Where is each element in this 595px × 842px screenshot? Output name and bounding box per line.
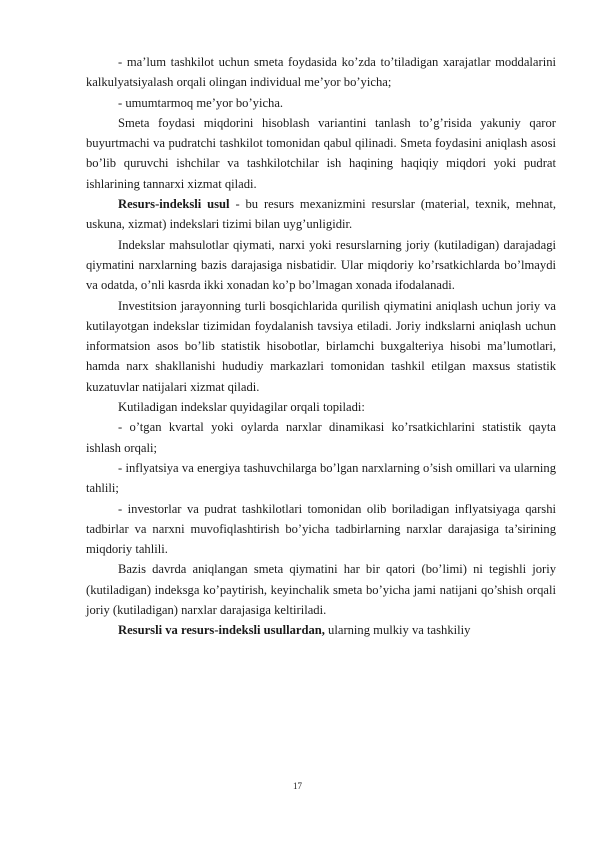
bold-term: Resurs-indeksli usul [118,197,230,212]
paragraph: Smeta foydasi miqdorini hisoblash variantini tanlash to’g’risida yakuniy qaror buyurtmachi va pudratchi tashkilot tomonidan qabul qilinadi. Smeta foydasini aniqlash asosi bo’lib quruvchi ishchilar va tashkilotchilar ish haqining haqiqiy miqdori yoki pudrat ishlarining tannarxi xizmat qiladi. [86,115,556,191]
paragraph: Bazis davrda aniqlangan smeta qiymatini har bir qatori (bo’limi) ni tegishli joriy (kutiladigan) indeksga ko’paytirish, keyinchalik smeta bo’yicha jami natijani qo’shish orqali joriy (kutiladigan) narxlar darajasiga keltiriladi. [86,562,556,618]
paragraph-text: - bu resurs mexanizmini resurslar (material, texnik, mehnat, uskuna, xizmat) indekslari tizimi bilan uyg’unligidir. [86,197,556,232]
paragraph: - ma’lum tashkilot uchun smeta foydasida ko’zda to’tiladigan xarajatlar moddalarini kalkulyatsiyalash orqali olingan individual me’yor bo’yicha; [86,55,556,90]
paragraph: - o’tgan kvartal yoki oylarda narxlar dinamikasi ko’rsatkichlarini statistik qayta ishlash orqali; [86,420,556,455]
paragraph: Kutiladigan indekslar quyidagilar orqali topiladi: [118,400,365,415]
paragraph: - umumtarmoq me’yor bo’yicha. [118,95,284,110]
paragraph: Investitsion jarayonning turli bosqichlarida qurilish qiymatini aniqlash uchun joriy va kutilayotgan indekslar tizimidan foydalanish tavsiya etiladi. Joriy indkslarni aniqlash uchun informatsion asos bo’lib statistik hisobotlar, birlamchi buxgalteriya hisobi ma’lumotlari, hamda narx shakllanishi hududiy markazlari tomonidan tashkil etilgan maxsus statistik kuzatuvlar natijalari xizmat qiladi. [86,298,556,394]
page-number: 17 [293,781,302,791]
paragraph-text: ularning mulkiy va tashkiliy [324,623,471,638]
paragraph: Indekslar mahsulotlar qiymati, narxi yoki resurslarning joriy (kutiladigan) darajadagi qiymatini narxlarning bazis darajasiga nisbatidir. Ular miqdoriy ko’rsatkichlarda bo’lmaydi va odatda, o’nli kasrda ikki xonadan ko’p bo’lmagan xonada ifodalanadi. [86,237,556,293]
paragraph [86,194,556,235]
bold-term: Resursli va resurs-indeksli usullardan, [118,623,325,638]
paragraph [86,620,556,640]
paragraph: - inflyatsiya va energiya tashuvchilarga bo’lgan narxlarning o’sish omillari va ularning tahlili; [86,460,556,496]
document-body [86,52,556,641]
paragraph: - investorlar va pudrat tashkilotlari tomonidan olib boriladigan inflyatsiyaga qarshi tadbirlar va narxni muvofiqlashtirish bo’yicha tadbirlarning narxlar darajasiga ta’sirining miqdoriy tahlili. [86,501,556,557]
